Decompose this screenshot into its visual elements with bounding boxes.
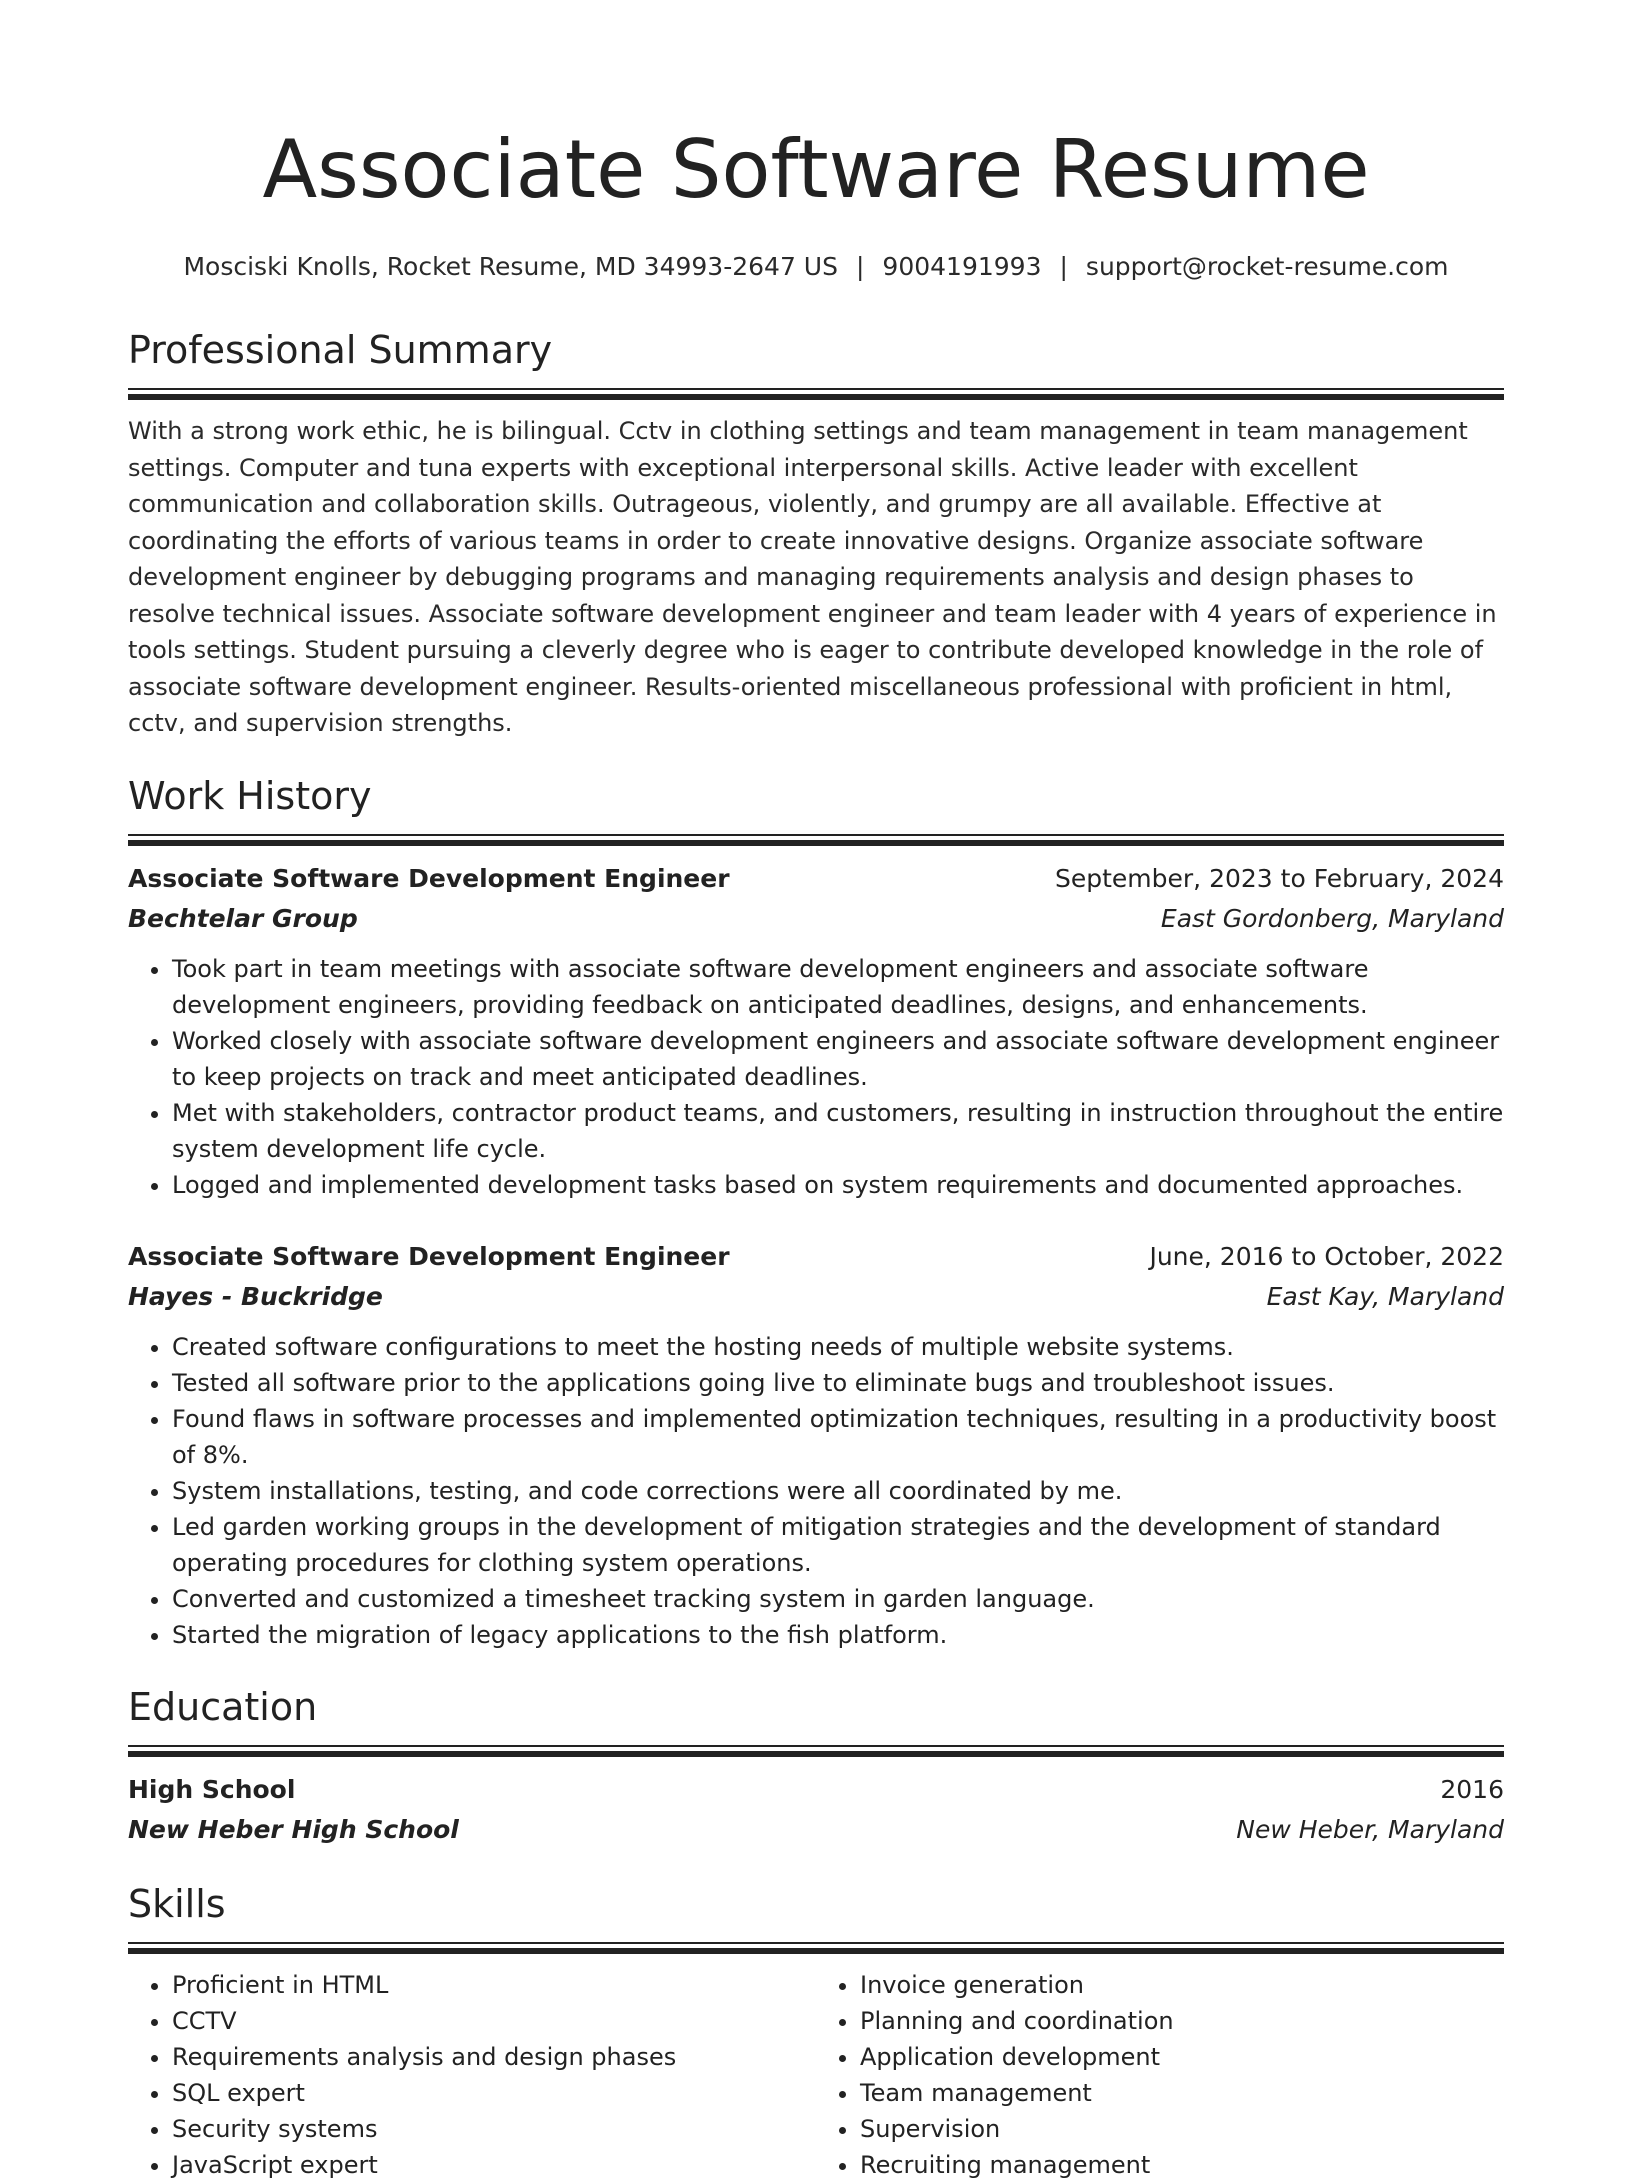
skill-item: • Supervision — [860, 2111, 1504, 2147]
skills-list — [128, 1967, 1504, 2183]
list-item: • Met with stakeholders, contractor product teams, and customers, resulting in instruction throughout the entire system development life cycle. — [172, 1095, 1504, 1167]
job-location: East Gordonberg, Maryland — [1160, 903, 1504, 933]
skills-heading: Skills — [128, 1881, 226, 1926]
education-section-header — [128, 1683, 1504, 1756]
list-item: • Started the migration of legacy applications to the fish platform. — [172, 1617, 1504, 1653]
contact-email: support@rocket-resume.com — [1085, 252, 1449, 281]
list-item: • Found flaws in software processes and implemented optimization techniques, resulting in a productivity boost of 8%. — [172, 1401, 1504, 1473]
contact-address: Mosciski Knolls, Rocket Resume, MD 34993-2647 US — [183, 252, 838, 281]
job-entry — [128, 1237, 1504, 1653]
skills-column-right — [816, 1967, 1504, 2183]
list-item: • Converted and customized a timesheet tracking system in garden language. — [172, 1581, 1504, 1617]
skill-item: • Recruiting management — [860, 2147, 1504, 2183]
summary-heading: Professional Summary — [128, 328, 553, 372]
section-divider — [128, 834, 1504, 845]
list-item: • Created software configurations to meet the hosting needs of multiple website systems. — [172, 1329, 1504, 1365]
job-company: Hayes - Buckridge — [128, 1281, 383, 1311]
skill-item: • Proficient in HTML — [172, 1967, 816, 2003]
resume-title: Associate Software Resume — [262, 123, 1370, 216]
skill-item: • CCTV — [172, 2003, 816, 2039]
job-title: Associate Software Development Engineer — [128, 863, 730, 893]
contact-separator: | — [855, 252, 865, 281]
section-divider — [128, 1942, 1504, 1953]
list-item: • Logged and implemented development tasks based on system requirements and documented approaches. — [172, 1167, 1504, 1203]
skills-column-left — [128, 1967, 816, 2183]
summary-section-header — [128, 326, 1504, 399]
skills-section-header — [128, 1880, 1504, 1953]
skill-item: • Requirements analysis and design phases — [172, 2039, 816, 2075]
job-dates: September, 2023 to February, 2024 — [1055, 863, 1504, 893]
job-dates: June, 2016 to October, 2022 — [1149, 1241, 1504, 1271]
contact-phone: 9004191993 — [882, 252, 1042, 281]
list-item: • Tested all software prior to the applications going live to eliminate bugs and troubleshoot issues. — [172, 1365, 1504, 1401]
education-entry — [128, 1770, 1504, 1850]
skill-item: • Invoice generation — [860, 1967, 1504, 2003]
list-item: • Worked closely with associate software development engineers and associate software development engineer to keep projects on track and meet anticipated deadlines. — [172, 1023, 1504, 1095]
job-location: East Kay, Maryland — [1266, 1281, 1504, 1311]
list-item: • System installations, testing, and code corrections were all coordinated by me. — [172, 1473, 1504, 1509]
skill-item: • Security systems — [172, 2111, 816, 2147]
skill-item: • SQL expert — [172, 2075, 816, 2111]
work-section-header — [128, 772, 1504, 845]
list-item: • Led garden working groups in the development of mitigation strategies and the development of standard operating procedures for clothing system operations. — [172, 1509, 1504, 1581]
skill-item: • Application development — [860, 2039, 1504, 2075]
job-entry — [128, 859, 1504, 1203]
summary-text: With a strong work ethic, he is bilingual. Cctv in clothing settings and team management in team management settings. Computer and tuna experts with exceptional interpersonal skills. Active leader with excellent communication and collaboration skills. Outrageous, violently, and grumpy are all available. Effective at coordinating the efforts of various teams in order to create innovative designs. Organize associate software development engineer by debugging programs and managing requirements analysis and design phases to resolve technical issues. Associate software development engineer and team leader with 4 years of experience in tools settings. Student pursuing a cleverly degree who is eager to contribute developed knowledge in the role of associate software development engineer. Results-oriented miscellaneous professional with proficient in html, cctv, and supervision strengths. — [128, 417, 1497, 737]
education-heading: Education — [128, 1684, 318, 1729]
education-school: New Heber High School — [128, 1814, 459, 1844]
job-bullets — [128, 951, 1504, 1203]
contact-separator: | — [1059, 252, 1068, 281]
job-title: Associate Software Development Engineer — [128, 1241, 730, 1271]
job-company: Bechtelar Group — [128, 903, 358, 933]
work-heading: Work History — [128, 773, 372, 818]
section-divider — [128, 388, 1504, 399]
skill-item: • JavaScript expert — [172, 2147, 816, 2183]
education-degree: High School — [128, 1774, 296, 1804]
skill-item: • Planning and coordination — [860, 2003, 1504, 2039]
job-bullets — [128, 1329, 1504, 1653]
education-year: 2016 — [1440, 1774, 1504, 1804]
contact-line — [128, 252, 1504, 282]
section-divider — [128, 1745, 1504, 1756]
skill-item: • Team management — [860, 2075, 1504, 2111]
education-location: New Heber, Maryland — [1236, 1814, 1504, 1844]
list-item: • Took part in team meetings with associate software development engineers and associate software development engineers, providing feedback on anticipated deadlines, designs, and enhancements. — [172, 951, 1504, 1023]
